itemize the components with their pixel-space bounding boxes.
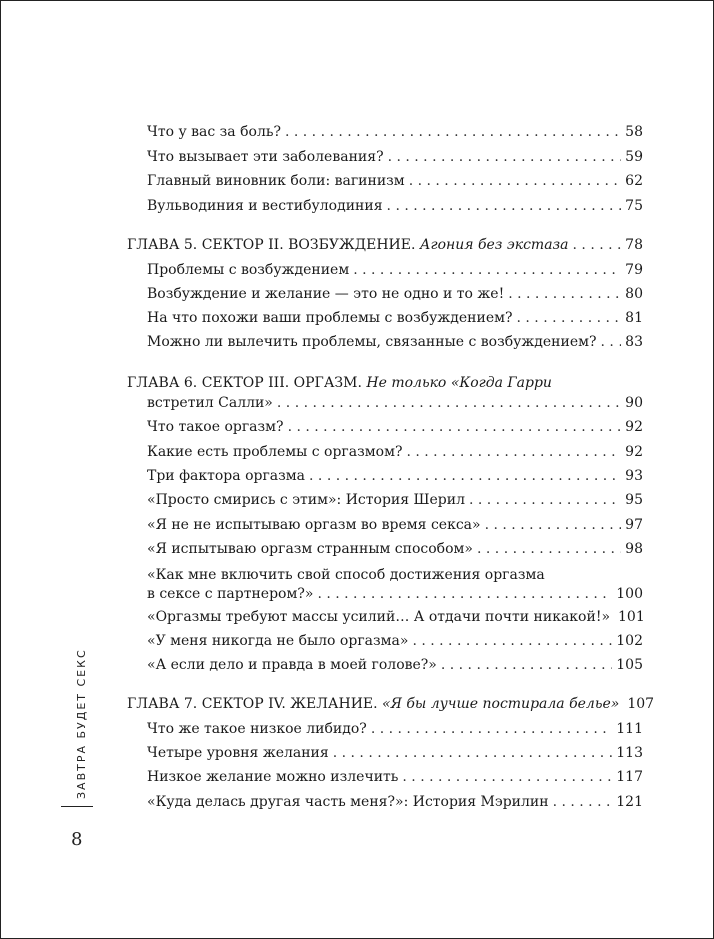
toc-entry-title: Что у вас за боль? xyxy=(147,124,281,140)
toc-entry xyxy=(147,197,643,215)
leader-dots xyxy=(409,172,621,190)
leader-dots xyxy=(485,516,622,534)
toc-entry xyxy=(147,491,643,509)
toc-entry-title: Что же такое низкое либидо? xyxy=(147,721,367,737)
toc-entry-title: Три фактора оргазма xyxy=(147,468,306,484)
chapter-subtitle: Агония без экстаза xyxy=(419,237,569,253)
toc-entry-title: Четыре уровня желания xyxy=(147,745,329,761)
toc-entry-title: «Просто смирись с этим»: История Шерил xyxy=(147,492,465,508)
toc-entry xyxy=(147,720,643,738)
toc-entry xyxy=(147,632,643,650)
toc-entry-page: 105 xyxy=(616,657,643,673)
toc-entry-page: 107 xyxy=(627,696,655,712)
toc-entry xyxy=(147,443,643,461)
toc-chapter xyxy=(127,236,643,254)
toc-entry-page: 100 xyxy=(616,586,643,602)
toc-entry-title: Проблемы с возбуждением xyxy=(147,262,350,278)
toc-entry xyxy=(147,744,643,762)
chapter-subtitle: «Я бы лучше постирала белье» xyxy=(382,696,620,712)
toc-entry xyxy=(147,261,643,279)
chapter-label: ГЛАВА 5. СЕКТОР II. ВОЗБУЖДЕНИЕ. xyxy=(127,237,416,253)
leader-dots xyxy=(517,309,622,327)
leader-dots xyxy=(309,467,621,485)
toc-entry-page: 93 xyxy=(625,468,643,484)
chapter-subtitle-cont: встретил Салли» xyxy=(147,395,273,411)
toc-entry-page: 121 xyxy=(616,794,643,810)
toc-entry-title: «Куда делась другая часть меня?»: История Мэрилин xyxy=(147,794,549,810)
toc-entry-page: 78 xyxy=(625,237,643,253)
toc-entry-title: «А если дело и правда в моей голове?» xyxy=(147,657,437,673)
toc-entry xyxy=(147,285,643,303)
toc-entry xyxy=(147,768,643,786)
leader-dots xyxy=(317,585,612,603)
toc-entry-title: «Я испытываю оргазм странным способом» xyxy=(147,541,473,557)
leader-dots xyxy=(469,491,621,509)
toc-entry xyxy=(147,333,643,351)
toc-entry xyxy=(147,608,643,626)
toc-entry xyxy=(147,309,643,327)
toc-entry xyxy=(147,516,643,534)
toc-entry-title: На что похожи ваши проблемы с возбуждением? xyxy=(147,310,513,326)
toc-entry-title: Какие есть проблемы с оргазмом? xyxy=(147,444,403,460)
toc-entry xyxy=(147,540,643,558)
toc-entry-page: 80 xyxy=(625,286,643,302)
toc-entry-title: Можно ли вылечить проблемы, связанные с возбуждением? xyxy=(147,334,597,350)
chapter-label: ГЛАВА 7. СЕКТОР IV. ЖЕЛАНИЕ. xyxy=(127,696,378,712)
toc-entry xyxy=(147,418,643,436)
leader-dots xyxy=(412,632,612,650)
toc-entry xyxy=(147,793,643,811)
toc-entry-page: 79 xyxy=(625,262,643,278)
leader-dots xyxy=(371,720,612,738)
table-of-contents xyxy=(1,1,713,938)
leader-dots xyxy=(601,333,622,351)
toc-entry xyxy=(147,123,643,141)
toc-entry-title: «У меня никогда не было оргазма» xyxy=(147,633,409,649)
toc-entry-page: 102 xyxy=(616,633,643,649)
toc-entry-page: 92 xyxy=(625,444,643,460)
toc-entry-page: 90 xyxy=(625,395,643,411)
toc-entry xyxy=(147,467,643,485)
toc-entry-page: 95 xyxy=(625,492,643,508)
running-book-title: ЗАВТРА БУДЕТ СЕКС xyxy=(75,648,88,799)
toc-entry-title: Главный виновник боли: вагинизм xyxy=(147,173,405,189)
toc-chapter xyxy=(127,695,655,713)
toc-entry-page: 81 xyxy=(625,310,643,326)
leader-dots xyxy=(277,394,621,412)
toc-entry-page: 83 xyxy=(625,334,643,350)
leader-dots xyxy=(288,418,622,436)
leader-dots xyxy=(441,656,612,674)
toc-entry-page: 97 xyxy=(625,517,643,533)
leader-dots xyxy=(508,285,621,303)
leader-dots xyxy=(573,236,622,254)
leader-dots xyxy=(388,148,622,166)
margin-rule xyxy=(61,806,93,807)
toc-entry-page: 58 xyxy=(625,124,643,140)
leader-dots xyxy=(387,197,622,215)
page-number: 8 xyxy=(71,829,83,850)
toc-entry-title: «Оргазмы требуют массы усилий… А отдачи почти никакой!» xyxy=(147,609,611,625)
toc-entry-title-cont: в сексе с партнером?» xyxy=(147,586,314,602)
toc-entry-page: 62 xyxy=(625,173,643,189)
leader-dots xyxy=(477,540,621,558)
toc-entry-page: 92 xyxy=(625,419,643,435)
toc-entry xyxy=(147,172,643,190)
toc-entry-title: Вульводиния и вестибулодиния xyxy=(147,198,383,214)
chapter-subtitle: Не только «Когда Гарри xyxy=(366,375,552,391)
toc-entry-page: 113 xyxy=(616,745,643,761)
toc-entry-title: Что такое оргазм? xyxy=(147,419,284,435)
toc-entry xyxy=(147,585,643,603)
toc-entry-page: 59 xyxy=(625,149,643,165)
toc-entry-page: 98 xyxy=(625,541,643,557)
leader-dots xyxy=(553,793,613,811)
toc-entry-page: 117 xyxy=(616,769,643,785)
leader-dots xyxy=(353,261,621,279)
chapter-label: ГЛАВА 6. СЕКТОР III. ОРГАЗМ. xyxy=(127,375,362,391)
toc-entry-page: 101 xyxy=(618,609,645,625)
toc-entry xyxy=(147,656,643,674)
toc-entry-page: 75 xyxy=(625,198,643,214)
toc-chapter xyxy=(147,394,643,412)
chapter-title xyxy=(127,695,619,713)
toc-entry-title: «Я не не испытываю оргазм во время секса» xyxy=(147,517,481,533)
chapter-title xyxy=(127,236,569,254)
leader-dots xyxy=(402,768,612,786)
toc-chapter-line1 xyxy=(127,374,552,392)
toc-entry-title: Низкое желание можно излечить xyxy=(147,769,399,785)
leader-dots xyxy=(406,443,621,461)
toc-entry-title: Возбуждение и желание — это не одно и то же! xyxy=(147,286,505,302)
toc-entry-title: «Как мне включить свой способ достижения оргазма xyxy=(147,567,545,583)
leader-dots xyxy=(285,123,621,141)
toc-entry-line1 xyxy=(147,566,545,584)
toc-entry-title: Что вызывает эти заболевания? xyxy=(147,149,384,165)
toc-entry xyxy=(147,148,643,166)
toc-entry-page: 111 xyxy=(616,721,643,737)
leader-dots xyxy=(333,744,613,762)
